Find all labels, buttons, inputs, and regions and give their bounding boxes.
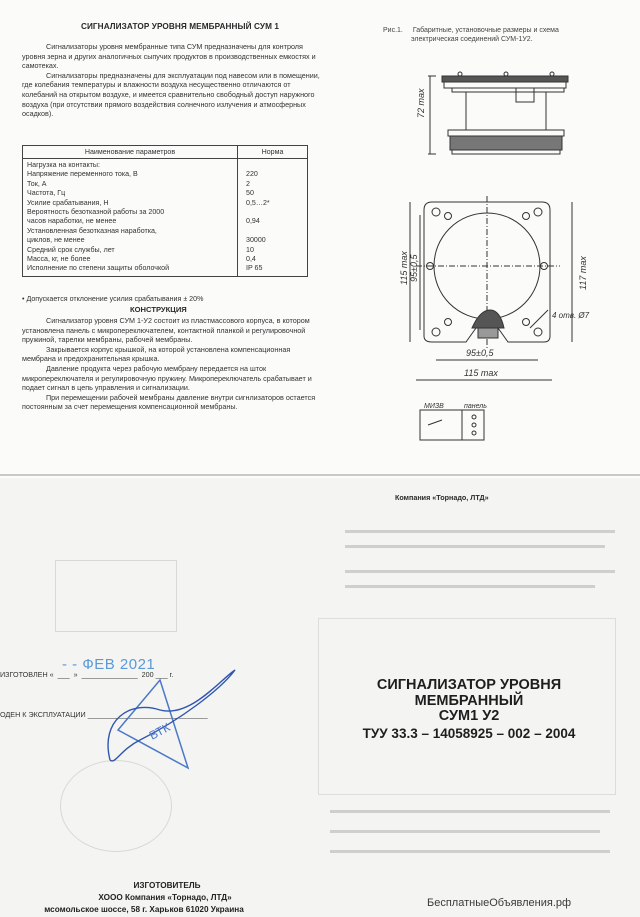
spec-table-header (23, 146, 308, 159)
construction-paragraph: При перемещении рабочей мембраны давление внутри сигнлизаторов остается постоянным за счет перемещения компенсационной мембраны. (22, 392, 316, 412)
spec-value: 30000 (238, 236, 308, 245)
section-heading-construction: КОНСТРУКЦИЯ (130, 305, 187, 314)
construction-paragraph: Давление продукта через рабочую мембрану передается на шток микропереключателя и регулировочную пружину. Микропереключатель срабатывает и подает сигнал в цепь управления и сигнализации. (22, 363, 312, 393)
dim-total-width: 115 max (464, 368, 498, 378)
site-watermark: БесплатныеОбъявления.рф (427, 897, 572, 909)
faded-text-bleed (345, 530, 615, 533)
dim-inner-vertical: 95±0,5 (409, 254, 419, 282)
manufacturer-name: ХООО Компания «Торнадо, ЛТД» (98, 893, 232, 902)
faded-drawing-bleed (60, 760, 172, 852)
spec-param: Средний срок службы, лет (27, 245, 115, 254)
date-stamp: - - ФЕВ 2021 (62, 656, 156, 673)
table-row (23, 189, 308, 198)
spec-value: 0,5…2* (238, 199, 308, 208)
faded-text-bleed (330, 830, 600, 833)
product-title-line: СИГНАЛИЗАТОР УРОВНЯ (376, 677, 562, 693)
table-row (23, 180, 308, 189)
manufactured-field: ИЗГОТОВЛЕН « ___ » ______________ 200 ___ г. (0, 670, 174, 679)
table-row (23, 236, 308, 245)
faded-text-bleed (330, 810, 610, 813)
document-title: СИГНАЛИЗАТОР УРОВНЯ МЕМБРАННЫЙ СУМ 1 (80, 22, 280, 31)
dim-total-height-left: 115 max (399, 251, 409, 285)
intro-paragraph: Сигнализаторы уровня мембранные типа СУМ предназначены для контроля уровня зерна и других аналогичных сыпучих продуктов в производственных емкостях и самотеках. (22, 42, 316, 71)
product-title-line: МЕМБРАННЫЙ (414, 692, 524, 709)
commissioned-field: ОДЕН К ЭКСПЛУАТАЦИИ ______________________________ (0, 710, 208, 719)
spec-value: 10 (238, 246, 308, 255)
intro-paragraph: Сигнализаторы предназначены для эксплуатации под навесом или в помещении, где колебания температуры и влажности воздуха несущественно отличаются от колебаний на открытом воздухе, и имеется сравнительно свободный доступ наружного воздуха (при отсутствии прямого воздействия солнечного излучения и атмосферных осадков). (22, 70, 320, 119)
manufacturer-address: мсомольское шоссе, 58 г. Харьков 61020 Украина (44, 905, 244, 914)
spec-param: Масса, кг, не более (27, 255, 91, 264)
technical-drawing (380, 60, 640, 450)
figure-caption (383, 26, 559, 44)
spec-value: 220 (238, 170, 308, 179)
table-row (23, 227, 308, 236)
table-row (23, 246, 308, 255)
spec-value: IP 65 (238, 264, 308, 276)
spec-value (238, 227, 308, 236)
faded-text-bleed (345, 585, 595, 588)
construction-paragraph: Закрывается корпус крышкой, на которой установлена компенсационная мембрана и предохранительная крышка. (22, 344, 291, 364)
qc-stamp-text: ВТК (146, 720, 173, 743)
spec-param: Частота, Гц (27, 189, 66, 198)
dim-inner-horizontal: 95±0,5 (466, 348, 494, 358)
sheet-fold-edge (0, 474, 640, 476)
spec-param: часов наработки, не менее (27, 217, 117, 226)
spec-value (238, 208, 308, 217)
product-title-line: СУМ1 У2 (438, 708, 500, 724)
product-title (338, 678, 600, 725)
table-row (23, 264, 308, 276)
spec-param: Установленная безотказная наработка, (27, 226, 157, 235)
intro-text (22, 42, 322, 119)
spec-param: циклов, не менее (27, 236, 85, 245)
spec-param: Исполнение по степени защиты оболочкой (23, 264, 238, 276)
manufacturer-heading: ИЗГОТОВИТЕЛЬ (133, 881, 201, 890)
dim-total-height-right: 117 max (578, 256, 588, 290)
triangle-stamp-icon (118, 680, 188, 768)
spec-value (238, 159, 308, 171)
construction-paragraph: Сигнализатор уровня СУМ 1-У2 состоит из пластмассового корпуса, в котором установлена панель с микропереключателем, контактной планкой и регулировочной пружиной, тарелки мембраны, рабочей мембраны. (22, 316, 310, 345)
construction-text (22, 316, 322, 412)
table-row (23, 170, 308, 179)
schematic-label-switch: МИЗВ (424, 403, 444, 410)
spec-value: 0,94 (238, 217, 308, 226)
spec-param: Напряжение переменного тока, В (27, 170, 138, 179)
dim-side-height: 72 max (416, 88, 426, 118)
dim-holes-label: 4 отв. Ø7 (552, 311, 590, 320)
qc-stamp-signature (100, 660, 240, 770)
spec-param: Ток, А (27, 179, 47, 188)
figure-caption-line1: Габаритные, установочные размеры и схема (412, 27, 559, 34)
schematic-label-panel: панель (464, 403, 487, 410)
table-row (23, 217, 308, 226)
faded-text-bleed (345, 570, 615, 573)
spec-value: 50 (238, 189, 308, 198)
company-header: Компания «Торнадо, ЛТД» (395, 493, 489, 502)
figure-caption-line2: электрическая соединений СУМ-1У2. (411, 36, 533, 43)
faded-drawing-bleed (55, 560, 177, 632)
spec-param: Вероятность безотказной работы за 2000 (27, 208, 165, 217)
footnote: • Допускается отклонение усилия срабатывания ± 20% (22, 295, 204, 303)
spec-param: Нагрузка на контакты: (27, 161, 100, 169)
side-view-drawing (428, 72, 568, 154)
figure-label: Рис.1. (383, 27, 403, 34)
table-row (23, 255, 308, 264)
spec-table (22, 145, 308, 277)
spec-header-value: Норма (238, 146, 308, 159)
faded-text-bleed (345, 545, 605, 548)
spec-header-param: Наименование параметров (23, 146, 238, 159)
table-row (23, 199, 308, 208)
spec-value: 2 (238, 180, 308, 189)
standard-code: ТУУ 33.3 – 14058925 – 002 – 2004 (362, 726, 576, 741)
table-row (23, 159, 308, 171)
faded-text-bleed (330, 850, 610, 853)
spec-param: Усилие срабатывания, Н (27, 198, 109, 207)
table-row (23, 208, 308, 217)
spec-value: 0,4 (238, 255, 308, 264)
